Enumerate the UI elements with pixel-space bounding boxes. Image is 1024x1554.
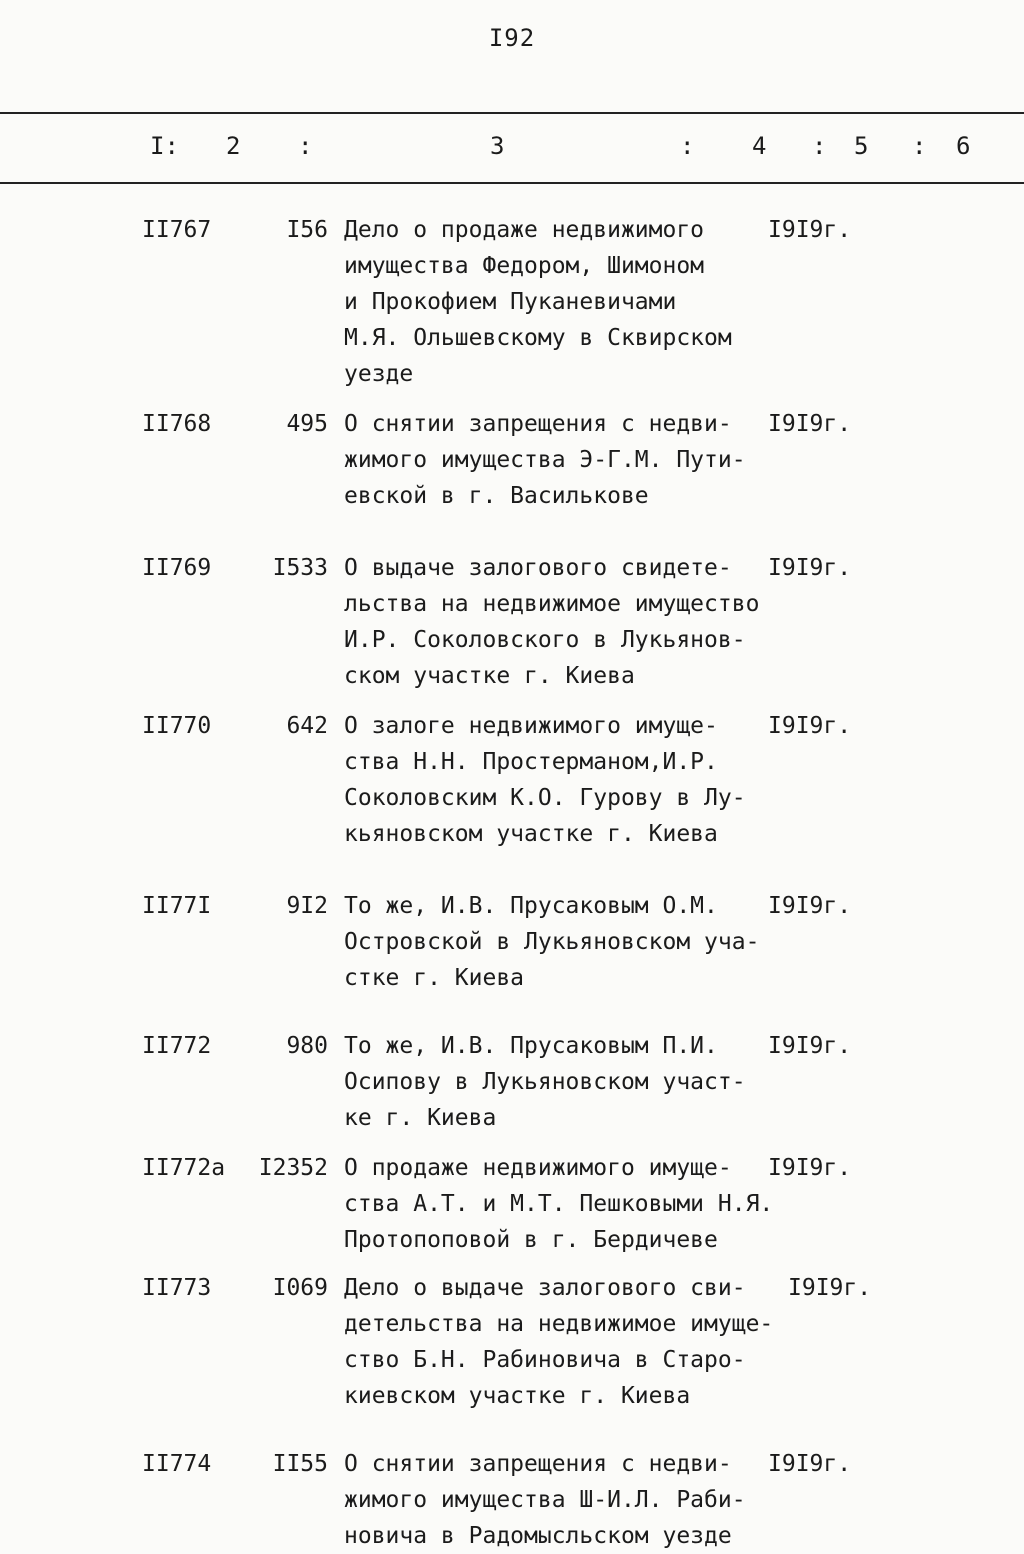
case-title xyxy=(344,550,764,694)
case-title-line: И.Р. Соколовского в Лукьянов- xyxy=(344,627,746,653)
case-title xyxy=(344,708,764,852)
case-title-line: То же, И.В. Прусаковым О.М. xyxy=(344,893,718,919)
case-title-line: Дело о выдаче залогового сви- xyxy=(344,1275,746,1301)
case-number: II77I xyxy=(142,893,212,919)
header-rule-top xyxy=(0,112,1024,114)
case-title-line: Протопоповой в г. Бердичеве xyxy=(344,1227,718,1253)
case-title xyxy=(344,212,764,392)
case-year: I9I9г. xyxy=(768,217,852,243)
case-year: I9I9г. xyxy=(768,713,852,739)
inventory-row xyxy=(0,550,1024,694)
sheet-count: 980 xyxy=(286,1033,328,1059)
sheet-count: 642 xyxy=(286,713,328,739)
case-year: I9I9г. xyxy=(768,411,852,437)
case-title-line: ства А.Т. и М.Т. Пешковыми Н.Я. xyxy=(344,1191,774,1217)
case-title-line: ке г. Киева xyxy=(344,1105,497,1131)
case-title-line: О снятии запрещения с недви- xyxy=(344,1451,732,1477)
case-year: I9I9г. xyxy=(768,1033,852,1059)
column-separator-3: : xyxy=(812,132,827,160)
case-title xyxy=(344,1446,764,1554)
case-title-line: О продаже недвижимого имуще- xyxy=(344,1155,732,1181)
case-number: II769 xyxy=(142,555,212,581)
column-header-4: 4 xyxy=(752,132,767,160)
case-title-line: евской в г. Василькове xyxy=(344,483,649,509)
case-title-line: льства на недвижимое имущество xyxy=(344,591,760,617)
case-title-line: М.Я. Ольшевскому в Сквирском xyxy=(344,325,732,351)
inventory-row xyxy=(0,1446,1024,1554)
column-header-1: I: xyxy=(150,132,179,160)
case-title-line: стке г. Киева xyxy=(344,965,525,991)
sheet-count: I56 xyxy=(286,217,328,243)
column-header-3: 3 xyxy=(490,132,505,160)
case-year: I9I9г. xyxy=(768,1451,852,1477)
inventory-rows xyxy=(0,212,1024,1554)
case-number: II774 xyxy=(142,1451,212,1477)
case-number: II767 xyxy=(142,217,212,243)
case-title-line: жимого имущества Ш-И.Л. Раби- xyxy=(344,1487,746,1513)
column-separator-2: : xyxy=(680,132,695,160)
sheet-count: 9I2 xyxy=(286,893,328,919)
case-title-line: Осипову в Лукьяновском участ- xyxy=(344,1069,746,1095)
case-number: II768 xyxy=(142,411,212,437)
case-title xyxy=(344,1270,774,1414)
inventory-row xyxy=(0,212,1024,392)
case-title-line: новича в Радомысльском уезде xyxy=(344,1523,732,1549)
case-title-line: кьяновском участке г. Киева xyxy=(344,821,718,847)
case-year: I9I9г. xyxy=(768,1155,852,1181)
case-title xyxy=(344,888,764,996)
case-number: II773 xyxy=(142,1275,212,1301)
case-title-line: Островской в Лукьяновском уча- xyxy=(344,929,760,955)
case-title-line: О залоге недвижимого имуще- xyxy=(344,713,718,739)
inventory-row xyxy=(0,1150,1024,1258)
column-header-5: 5 xyxy=(854,132,869,160)
case-title-line: детельства на недвижимое имуще- xyxy=(344,1311,774,1337)
inventory-row xyxy=(0,1270,1024,1414)
case-title-line: ство Б.Н. Рабиновича в Старо- xyxy=(344,1347,746,1373)
sheet-count: 495 xyxy=(286,411,328,437)
page-number: I92 xyxy=(488,24,536,52)
case-title-line: уезде xyxy=(344,361,414,387)
case-title-line: Дело о продаже недвижимого xyxy=(344,217,705,243)
case-number: II772 xyxy=(142,1033,212,1059)
sheet-count: I069 xyxy=(272,1275,328,1301)
inventory-row xyxy=(0,406,1024,514)
sheet-count: I2352 xyxy=(258,1155,328,1181)
case-title-line: и Прокофием Пуканевичами xyxy=(344,289,677,315)
column-separator-1: : xyxy=(298,132,313,160)
case-title xyxy=(344,406,764,514)
inventory-row xyxy=(0,708,1024,852)
case-title-line: имущества Федором, Шимоном xyxy=(344,253,705,279)
case-title-line: То же, И.В. Прусаковым П.И. xyxy=(344,1033,718,1059)
column-separator-4: : xyxy=(912,132,927,160)
column-header-6: 6 xyxy=(956,132,971,160)
header-rule-bottom xyxy=(0,182,1024,184)
case-year: I9I9г. xyxy=(788,1275,872,1301)
case-title-line: О выдаче залогового свидете- xyxy=(344,555,732,581)
case-title xyxy=(344,1150,774,1258)
case-year: I9I9г. xyxy=(768,893,852,919)
case-title-line: жимого имущества Э-Г.М. Пути- xyxy=(344,447,746,473)
column-header-2: 2 xyxy=(226,132,241,160)
case-number: II770 xyxy=(142,713,212,739)
case-year: I9I9г. xyxy=(768,555,852,581)
case-title-line: Соколовским К.О. Гурову в Лу- xyxy=(344,785,746,811)
case-title-line: киевском участке г. Киева xyxy=(344,1383,691,1409)
case-title-line: О снятии запрещения с недви- xyxy=(344,411,732,437)
case-title xyxy=(344,1028,764,1136)
inventory-row xyxy=(0,888,1024,996)
case-number: II772а xyxy=(142,1155,226,1181)
case-title-line: ском участке г. Киева xyxy=(344,663,635,689)
column-header-row xyxy=(0,132,1024,164)
sheet-count: II55 xyxy=(272,1451,328,1477)
inventory-row xyxy=(0,1028,1024,1136)
sheet-count: I533 xyxy=(272,555,328,581)
case-title-line: ства Н.Н. Простерманом,И.Р. xyxy=(344,749,718,775)
